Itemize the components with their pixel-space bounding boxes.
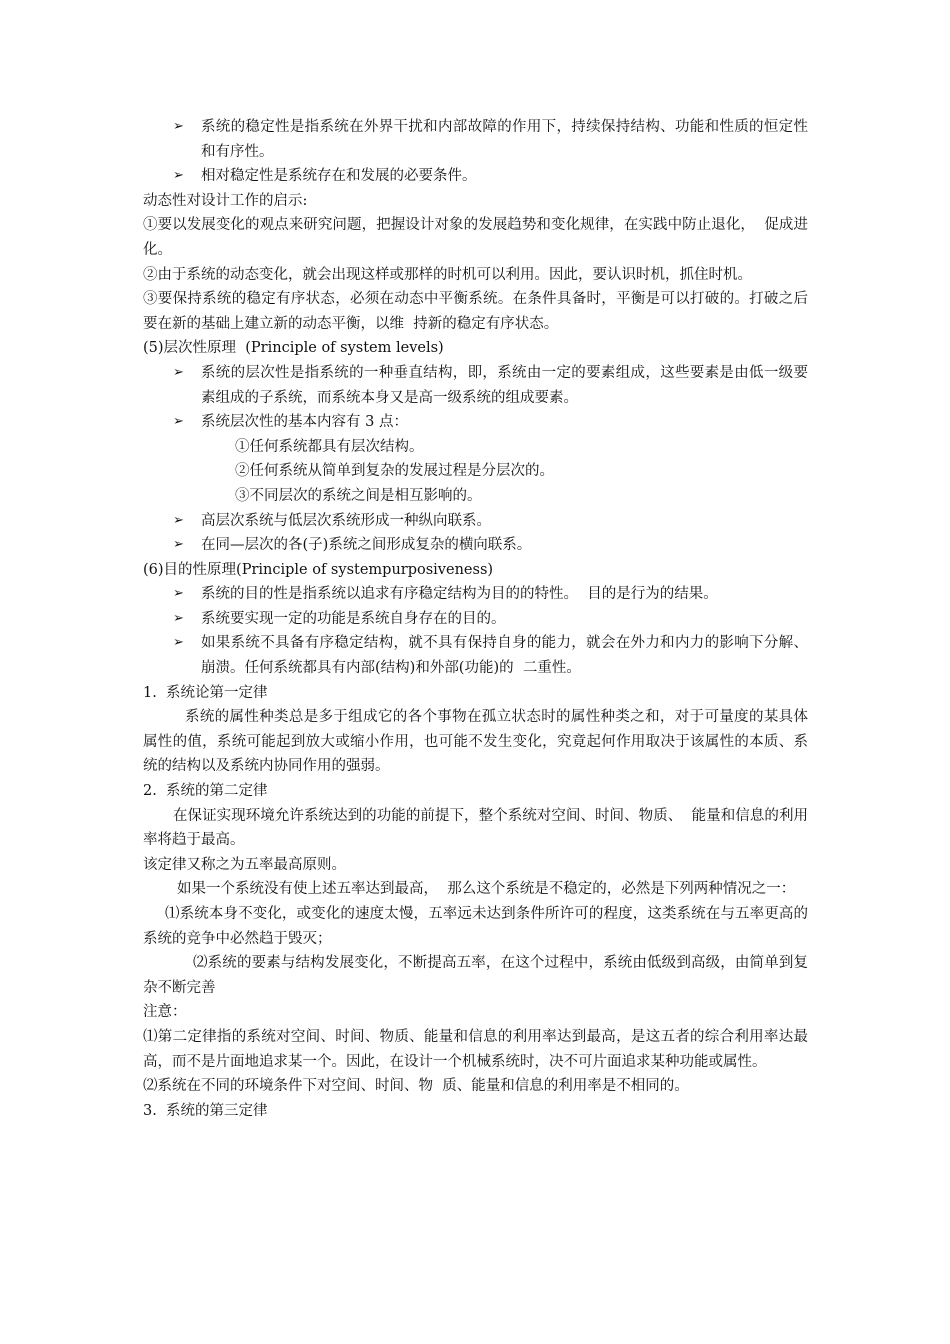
bullet-item	[173, 582, 808, 607]
bullet-text: 系统要实现一定的功能是系统自身存在的目的。	[201, 610, 506, 627]
bullet-item	[173, 410, 808, 435]
numbered-heading: 1. 系统论第一定律	[143, 684, 268, 701]
section-heading: (6)目的性原理(Principle of systempurposiveness)	[143, 561, 494, 578]
bullet-text: 系统的稳定性是指系统在外界干扰和内部故障的作用下，持续保持结构、功能和性质的恒定性和有序性。	[201, 119, 808, 160]
sub-item: ③不同层次的系统之间是相互影响的。	[235, 487, 482, 504]
bullet-arrow-icon: ➢	[173, 537, 184, 553]
paragraph: 动态性对设计工作的启示:	[143, 192, 308, 209]
paragraph: ①要以发展变化的观点来研究问题，把握设计对象的发展趋势和变化规律，在实践中防止退化， 促成进化。	[143, 217, 808, 258]
bullet-item	[173, 533, 808, 558]
bullet-item	[173, 509, 808, 534]
bullet-arrow-icon: ➢	[173, 119, 184, 134]
bullet-item	[173, 115, 808, 164]
bullet-arrow-icon: ➢	[173, 364, 184, 380]
bullet-item	[173, 631, 808, 680]
paragraph: 如果一个系统没有使上述五率达到最高， 那么这个系统是不稳定的，必然是下列两种情况之一：	[177, 881, 796, 898]
bullet-text: 系统的目的性是指系统以追求有序稳定结构为目的的特性。 目的是行为的结果。	[201, 586, 718, 603]
bullet-arrow-icon: ➢	[173, 635, 184, 651]
sub-item: ②任何系统从简单到复杂的发展过程是分层次的。	[235, 463, 554, 480]
bullet-text: 相对稳定性是系统存在和发展的必要条件。	[201, 168, 477, 185]
numbered-heading: 2. 系统的第二定律	[143, 783, 268, 800]
paragraph: 注意：	[143, 1004, 187, 1021]
paragraph: 在保证实现环境允许系统达到的功能的前提下，整个系统对空间、时间、物质、 能量和信息的利用率将趋于最高。	[143, 807, 808, 849]
bullet-arrow-icon: ➢	[173, 512, 184, 528]
bullet-arrow-icon: ➢	[173, 586, 184, 602]
bullet-text: 如果系统不具备有序稳定结构，就不具有保持自身的能力，就会在外力和内力的影响下分解、崩溃。任何系统都具有内部(结构)和外部(功能)的 二重性。	[201, 635, 808, 677]
bullet-item	[173, 164, 808, 189]
bullet-text: 系统层次性的基本内容有 3 点：	[201, 414, 408, 431]
paragraph: ⑴第二定律指的系统对空间、时间、物质、能量和信息的利用率达到最高，是这五者的综合利用率达最高，而不是片面地追求某一个。因此，在设计一个机械系统时，决不可片面追求某种功能或属性。	[143, 1028, 808, 1070]
sub-item: ①任何系统都具有层次结构。	[235, 438, 424, 455]
paragraph: ⑴系统本身不变化，或变化的速度太慢，五率远未达到条件所许可的程度，这类系统在与五率更高的系统的竞争中必然趋于毁灭；	[143, 906, 808, 947]
numbered-heading: 3. 系统的第三定律	[143, 1102, 268, 1119]
paragraph: 该定律又称之为五率最高原则。	[143, 856, 346, 873]
section-heading: (5)层次性原理 (Principle of system levels)	[143, 340, 444, 357]
bullet-arrow-icon: ➢	[173, 610, 184, 626]
bullet-arrow-icon: ➢	[173, 168, 184, 184]
paragraph: ⑵系统的要素与结构发展变化，不断提高五率，在这个过程中，系统由低级到高级，由简单到复杂不断完善	[143, 955, 808, 996]
bullet-item	[173, 607, 808, 632]
paragraph: 系统的属性种类总是多于组成它的各个事物在孤立状态时的属性种类之和，对于可量度的某具体属性的值，系统可能起到放大或缩小作用，也可能不发生变化，究竟起何作用取决于该属性的本质、系统的结构以及系统内协同作用的强弱。	[143, 709, 808, 775]
bullet-text: 在同—层次的各(子)系统之间形成复杂的横向联系。	[201, 537, 532, 554]
paragraph: ⑵系统在不同的环境条件下对空间、时间、物 质、能量和信息的利用率是不相同的。	[143, 1078, 689, 1095]
document-page	[143, 115, 808, 1123]
bullet-text: 高层次系统与低层次系统形成一种纵向联系。	[201, 512, 491, 529]
paragraph: ②由于系统的动态变化，就会出现这样或那样的时机可以利用。因此，要认识时机，抓住时机。	[143, 266, 752, 283]
bullet-text: 系统的层次性是指系统的一种垂直结构，即，系统由一定的要素组成，这些要素是由低一级要素组成的子系统，而系统本身又是高一级系统的组成要素。	[201, 364, 808, 406]
bullet-item	[173, 361, 808, 410]
bullet-arrow-icon: ➢	[173, 414, 184, 430]
paragraph: ③要保持系统的稳定有序状态，必须在动态中平衡系统。在条件具备时，平衡是可以打破的。打破之后要在新的基础上建立新的动态平衡，以维 持新的稳定有序状态。	[143, 291, 808, 332]
